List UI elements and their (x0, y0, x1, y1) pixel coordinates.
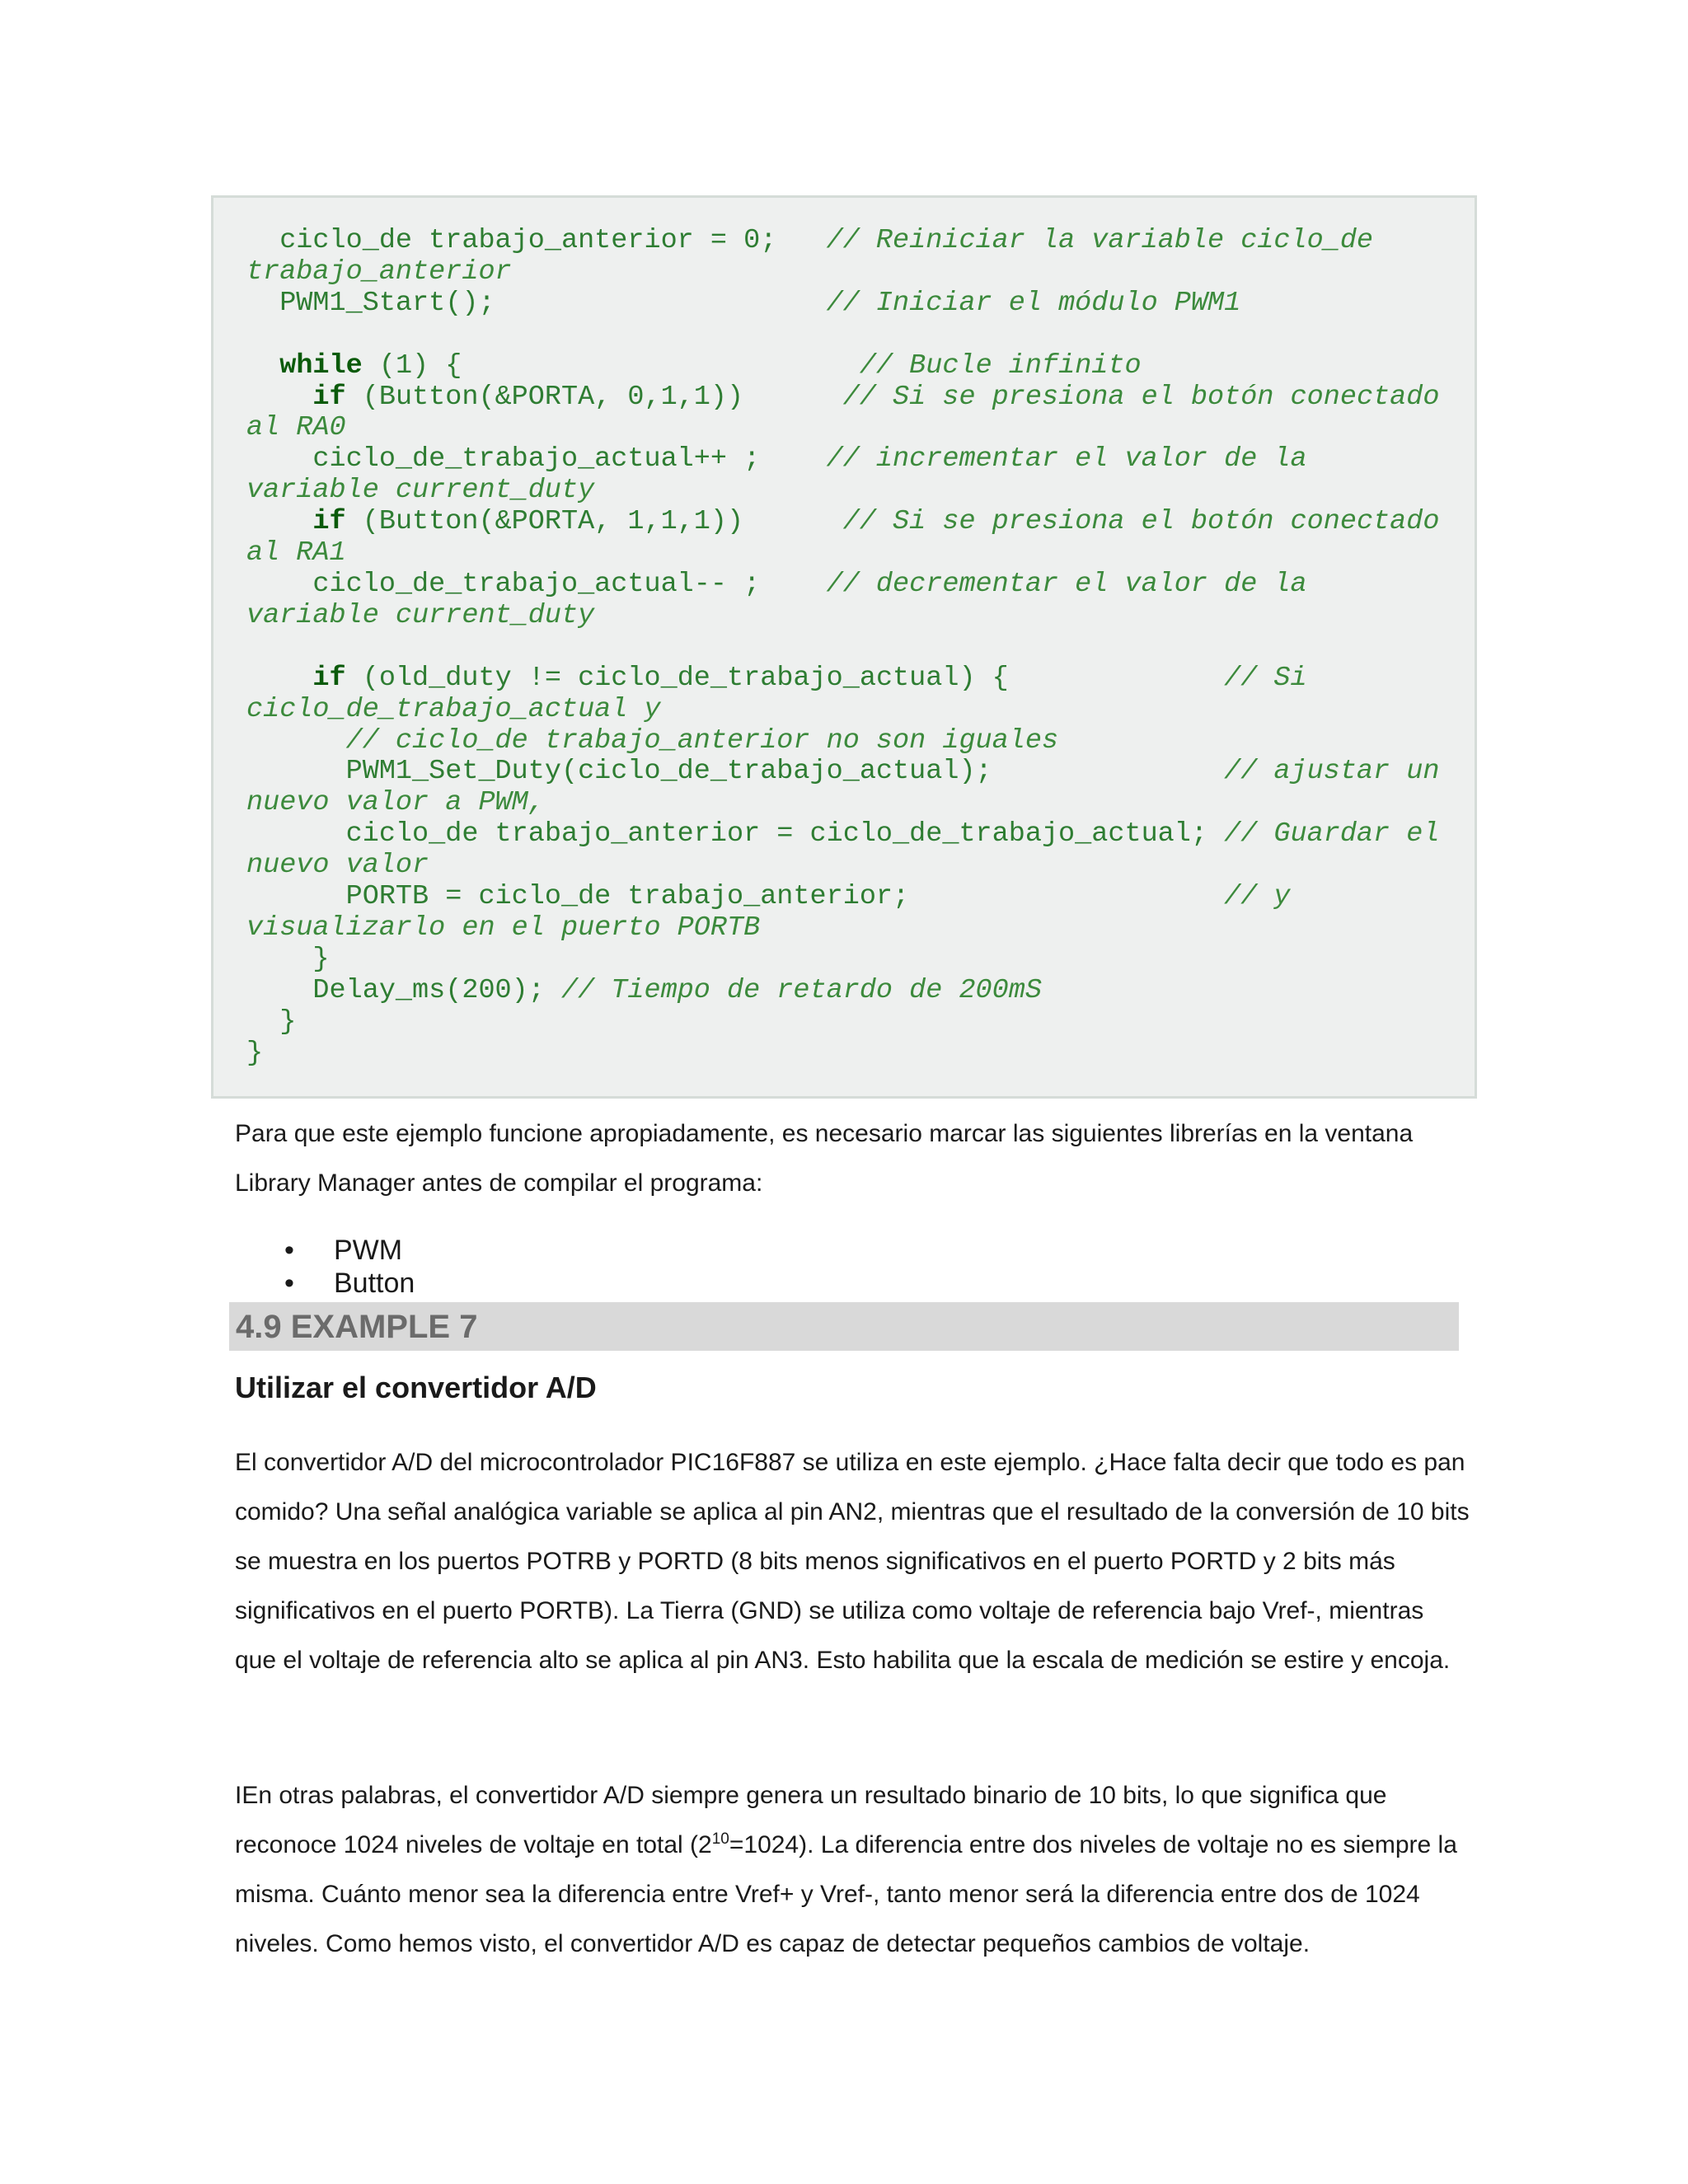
code-comment: al RA1 (246, 537, 346, 569)
bullet-icon: • (284, 1268, 294, 1299)
code-line (246, 600, 594, 631)
code-line (246, 694, 661, 725)
library-list (235, 1234, 415, 1300)
paragraph-text: IEn otras palabras, el convertidor A/D siempre genera un resultado binario de 10 bits, lo que significa que reconoce 1024 niveles de voltaje en total (2 (235, 1782, 1387, 1858)
code-text (246, 350, 279, 382)
paragraph-text: =1024). La diferencia entre dos niveles de voltaje no es siempre la misma. Cuánto menor sea la diferencia entre Vref+ y Vref-, tanto menor será la diferencia entre dos de 1024 niveles. Como hemos visto, el convertidor A/D es capaz de detectar pequeños cambios de voltaje. (235, 1831, 1457, 1957)
code-comment: variable current_duty (246, 475, 595, 507)
code-comment: // y (1224, 881, 1291, 913)
list-item (235, 1234, 415, 1267)
code-line (246, 382, 1439, 413)
code-comment: variable current_duty (246, 599, 595, 631)
code-line (246, 881, 1291, 912)
superscript-exponent: 10 (711, 1830, 729, 1848)
code-comment: // Iniciar el módulo PWM1 (826, 287, 1241, 319)
code-text: (old_duty != ciclo_de_trabajo_actual) { (345, 662, 1225, 694)
code-comment: visualizarlo en el puerto PORTB (246, 912, 761, 944)
bullet-icon: • (284, 1235, 294, 1266)
code-line (246, 443, 1307, 475)
paragraph-adc-intro: El convertidor A/D del microcontrolador PIC16F887 se utiliza en este ejemplo. ¿Hace falta decir que todo es pan comido? Una señal analógica variable se aplica al pin AN2, mientras que el resultado de la conversión de 10 bits se muestra en los puertos POTRB y PORTD (8 bits menos significativos en el puerto PORTD y 2 bits más significativos en el puerto PORTB). La Tierra (GND) se utiliza como voltaje de referencia bajo Vref-, mientras que el voltaje de referencia alto se aplica al pin AN3. Esto habilita que la escala de medición se estire y encoja. (235, 1449, 1470, 1674)
code-text: (Button(&PORTA, 0,1,1)) (345, 381, 843, 413)
code-line (246, 506, 1439, 537)
code-comment: // decrementar el valor de la (826, 568, 1307, 600)
code-comment: // Si (1224, 662, 1307, 694)
code-text: ciclo_de trabajo_anterior = 0; (246, 225, 827, 256)
code-comment: // Si se presiona el botón conectado (842, 506, 1440, 538)
library-name: PWM (334, 1235, 403, 1266)
code-text: PWM1_Set_Duty(ciclo_de_trabajo_actual); (246, 756, 1225, 788)
code-text (246, 725, 346, 757)
code-line (246, 725, 1058, 757)
code-line (246, 1006, 296, 1038)
code-line (246, 663, 1307, 694)
code-comment: ciclo_de_trabajo_actual y (246, 693, 661, 725)
code-line (246, 475, 594, 506)
code-text: ciclo_de trabajo_anterior = ciclo_de_trabajo_actual; (246, 818, 1225, 851)
library-name: Button (334, 1268, 415, 1299)
code-line (246, 756, 1439, 787)
code-line (246, 1038, 263, 1069)
code-comment: // Reiniciar la variable ciclo_de (826, 225, 1374, 256)
code-text: (Button(&PORTA, 1,1,1)) (345, 506, 843, 538)
code-line (246, 975, 1042, 1006)
code-text: ciclo_de_trabajo_actual++ ; (246, 443, 827, 476)
code-text: (1) { (362, 349, 860, 382)
code-line (246, 944, 330, 975)
code-keyword: if (312, 381, 346, 413)
paragraph-adc-resolution (235, 1771, 1471, 1969)
code-line (246, 288, 1240, 319)
code-text: Delay_ms(200); (246, 974, 561, 1006)
code-line (246, 850, 429, 881)
section-title: 4.9 EXAMPLE 7 (236, 1309, 478, 1345)
code-text: PWM1_Start(); (246, 287, 827, 319)
code-comment: // Si se presiona el botón conectado (842, 381, 1440, 413)
code-line (246, 818, 1439, 850)
code-line (246, 912, 760, 944)
intro-paragraph: Para que este ejemplo funcione apropiadamente, es necesario marcar las siguientes librerías en la ventana Library Manager antes de compilar el programa: (235, 1120, 1414, 1197)
code-keyword: if (312, 662, 346, 694)
code-comment: al RA0 (246, 412, 346, 444)
code-comment: // incrementar el valor de la (826, 443, 1307, 476)
code-line (246, 569, 1307, 600)
code-comment: // Guardar el (1224, 818, 1440, 851)
code-line (246, 350, 1142, 382)
list-item (235, 1267, 415, 1300)
code-text: PORTB = ciclo_de trabajo_anterior; (246, 881, 1225, 913)
code-block (246, 226, 1439, 1069)
code-text: } (246, 943, 330, 975)
code-line (246, 412, 346, 443)
code-line (246, 225, 1373, 256)
code-text: } (246, 1037, 264, 1069)
code-text (246, 506, 312, 537)
code-comment: trabajo_anterior (246, 255, 512, 288)
code-comment: // ciclo_de trabajo_anterior no son iguales (345, 724, 1059, 757)
code-comment: nuevo valor (246, 850, 429, 882)
code-text: } (246, 1005, 297, 1038)
code-keyword: while (279, 349, 363, 382)
code-comment: // Tiempo de retardo de 200mS (560, 974, 1042, 1006)
code-line (246, 537, 346, 569)
code-text (246, 382, 312, 413)
subheading: Utilizar el convertidor A/D (235, 1371, 597, 1404)
section-heading-bar (229, 1302, 1459, 1351)
code-comment: nuevo valor a PWM, (246, 787, 545, 819)
code-keyword: if (312, 506, 346, 538)
code-line (246, 787, 545, 818)
code-listing (211, 195, 1477, 1099)
code-text: ciclo_de_trabajo_actual-- ; (246, 568, 827, 600)
code-comment: // Bucle infinito (859, 349, 1142, 382)
code-comment: // ajustar un (1224, 756, 1440, 788)
code-text (246, 663, 312, 694)
code-line (246, 256, 512, 288)
